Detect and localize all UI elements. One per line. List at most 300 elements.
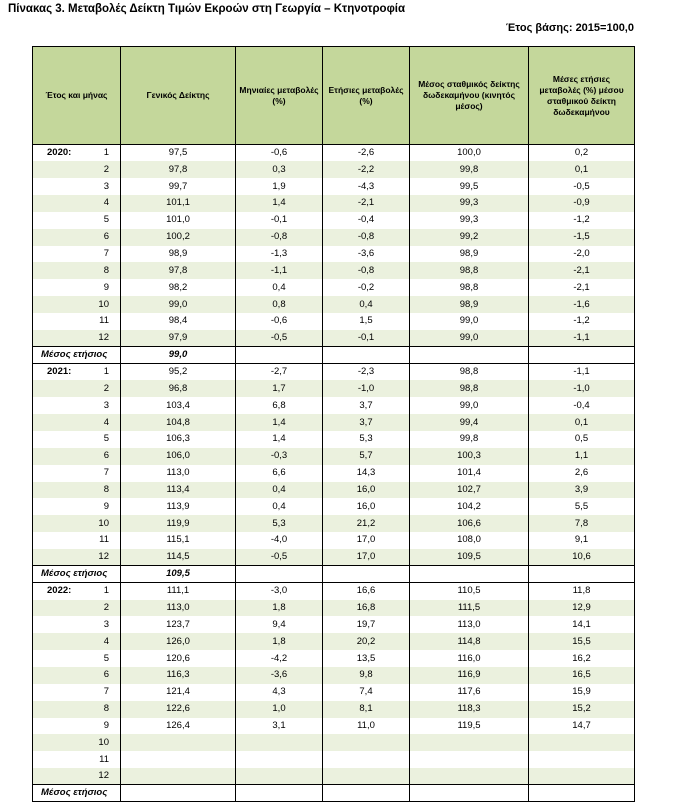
monthly-change-cell: -4,0 xyxy=(236,532,323,549)
monthly-change-cell: -0,1 xyxy=(236,212,323,229)
monthly-change-cell: 6,8 xyxy=(236,397,323,414)
month-label: 1 xyxy=(103,366,109,378)
average-annual-change-cell: 15,9 xyxy=(529,684,635,701)
annual-change-cell: -2,3 xyxy=(323,364,410,381)
table-row xyxy=(33,380,635,397)
general-index-cell xyxy=(121,734,236,751)
base-year-note: Έτος βάσης: 2015=100,0 xyxy=(505,22,634,34)
table-row xyxy=(33,751,635,768)
year-month-cell xyxy=(33,279,121,296)
average-annual-change-cell: -0,9 xyxy=(529,195,635,212)
general-index-cell: 97,8 xyxy=(121,161,236,178)
table-row xyxy=(33,583,635,600)
year-month-cell xyxy=(33,145,121,162)
year-month-cell xyxy=(33,684,121,701)
average-annual-change-cell: -1,1 xyxy=(529,364,635,381)
moving-average-cell: 99,5 xyxy=(410,178,529,195)
year-label: 2022: xyxy=(47,585,72,597)
month-label: 5 xyxy=(103,214,109,226)
month-label: 4 xyxy=(103,197,109,209)
month-label: 4 xyxy=(103,635,109,647)
annual-change-cell: 1,5 xyxy=(323,313,410,330)
year-month-cell xyxy=(33,397,121,414)
annual-change-cell: -2,2 xyxy=(323,161,410,178)
empty-cell xyxy=(236,566,323,583)
general-index-cell: 113,0 xyxy=(121,600,236,617)
moving-average-cell: 106,6 xyxy=(410,515,529,532)
annual-change-cell: 5,7 xyxy=(323,448,410,465)
year-month-cell xyxy=(33,296,121,313)
general-index-cell: 95,2 xyxy=(121,364,236,381)
average-annual-change-cell: 0,5 xyxy=(529,431,635,448)
general-index-cell: 101,0 xyxy=(121,212,236,229)
moving-average-cell: 100,0 xyxy=(410,145,529,162)
year-month-cell xyxy=(33,633,121,650)
monthly-change-cell: 3,1 xyxy=(236,718,323,735)
moving-average-cell: 101,4 xyxy=(410,465,529,482)
year-month-cell xyxy=(33,212,121,229)
average-annual-change-cell: 2,6 xyxy=(529,465,635,482)
table-row xyxy=(33,684,635,701)
empty-cell xyxy=(410,347,529,364)
annual-change-cell: -3,6 xyxy=(323,246,410,263)
general-index-cell: 97,5 xyxy=(121,145,236,162)
moving-average-cell: 119,5 xyxy=(410,718,529,735)
table-row xyxy=(33,178,635,195)
monthly-change-cell: 1,8 xyxy=(236,633,323,650)
monthly-change-cell: -0,5 xyxy=(236,549,323,566)
annual-average-row xyxy=(33,785,635,802)
average-annual-change-cell xyxy=(529,734,635,751)
moving-average-cell: 99,0 xyxy=(410,330,529,347)
moving-average-cell: 110,5 xyxy=(410,583,529,600)
general-index-cell: 122,6 xyxy=(121,701,236,718)
annual-change-cell: 19,7 xyxy=(323,616,410,633)
general-index-cell xyxy=(121,751,236,768)
empty-cell xyxy=(529,347,635,364)
monthly-change-cell: 1,4 xyxy=(236,195,323,212)
annual-average-value xyxy=(121,785,236,802)
year-month-cell xyxy=(33,380,121,397)
average-annual-change-cell: 16,5 xyxy=(529,667,635,684)
average-annual-change-cell: 0,1 xyxy=(529,161,635,178)
average-annual-change-cell: -2,0 xyxy=(529,246,635,263)
average-annual-change-cell: -1,2 xyxy=(529,313,635,330)
monthly-change-cell: 1,8 xyxy=(236,600,323,617)
average-annual-change-cell: -0,4 xyxy=(529,397,635,414)
annual-average-label: Μέσος ετήσιος xyxy=(33,347,121,364)
annual-change-cell: 0,4 xyxy=(323,296,410,313)
general-index-cell: 121,4 xyxy=(121,684,236,701)
average-annual-change-cell: 0,1 xyxy=(529,414,635,431)
moving-average-cell: 98,8 xyxy=(410,262,529,279)
month-label: 6 xyxy=(103,231,109,243)
average-annual-change-cell: 7,8 xyxy=(529,515,635,532)
monthly-change-cell: 6,6 xyxy=(236,465,323,482)
annual-average-value: 99,0 xyxy=(121,347,236,364)
year-month-cell xyxy=(33,718,121,735)
month-label: 6 xyxy=(103,669,109,681)
table-row xyxy=(33,498,635,515)
average-annual-change-cell: 5,5 xyxy=(529,498,635,515)
monthly-change-cell: -0,6 xyxy=(236,313,323,330)
annual-average-label: Μέσος ετήσιος xyxy=(33,566,121,583)
annual-average-value: 109,5 xyxy=(121,566,236,583)
annual-change-cell: 17,0 xyxy=(323,532,410,549)
moving-average-cell: 99,8 xyxy=(410,161,529,178)
empty-cell xyxy=(323,347,410,364)
month-label: 1 xyxy=(103,585,109,597)
general-index-cell xyxy=(121,768,236,785)
header-year-month: Έτος και μήνας xyxy=(33,47,121,145)
table-row xyxy=(33,296,635,313)
average-annual-change-cell: 9,1 xyxy=(529,532,635,549)
table-row xyxy=(33,330,635,347)
year-month-cell xyxy=(33,229,121,246)
annual-change-cell: 16,0 xyxy=(323,482,410,499)
empty-cell xyxy=(236,347,323,364)
average-annual-change-cell: 10,6 xyxy=(529,549,635,566)
general-index-cell: 113,4 xyxy=(121,482,236,499)
empty-cell xyxy=(529,566,635,583)
year-month-cell xyxy=(33,768,121,785)
table-row xyxy=(33,667,635,684)
average-annual-change-cell: 1,1 xyxy=(529,448,635,465)
month-label: 8 xyxy=(103,264,109,276)
general-index-cell: 100,2 xyxy=(121,229,236,246)
header-moving-average: Μέσος σταθμικός δείκτης δωδεκαμήνου (κινητός μέσος) xyxy=(410,47,529,145)
month-label: 10 xyxy=(98,736,109,748)
year-month-cell xyxy=(33,465,121,482)
general-index-cell: 116,3 xyxy=(121,667,236,684)
annual-change-cell: -0,1 xyxy=(323,330,410,347)
table-row xyxy=(33,414,635,431)
general-index-cell: 98,9 xyxy=(121,246,236,263)
month-label: 2 xyxy=(103,163,109,175)
table-row xyxy=(33,246,635,263)
annual-change-cell: 20,2 xyxy=(323,633,410,650)
price-index-table xyxy=(32,46,635,802)
month-label: 9 xyxy=(103,500,109,512)
general-index-cell: 98,2 xyxy=(121,279,236,296)
year-month-cell xyxy=(33,448,121,465)
month-label: 7 xyxy=(103,247,109,259)
year-month-cell xyxy=(33,549,121,566)
annual-change-cell xyxy=(323,768,410,785)
monthly-change-cell xyxy=(236,734,323,751)
monthly-change-cell: -0,8 xyxy=(236,229,323,246)
month-label: 8 xyxy=(103,703,109,715)
year-month-cell xyxy=(33,431,121,448)
general-index-cell: 123,7 xyxy=(121,616,236,633)
moving-average-cell: 116,9 xyxy=(410,667,529,684)
table-row xyxy=(33,279,635,296)
moving-average-cell: 99,3 xyxy=(410,195,529,212)
table-body xyxy=(33,145,635,802)
moving-average-cell: 108,0 xyxy=(410,532,529,549)
year-label: 2021: xyxy=(47,366,72,378)
year-label: 2020: xyxy=(47,147,72,159)
year-month-cell xyxy=(33,515,121,532)
annual-change-cell: 13,5 xyxy=(323,650,410,667)
year-month-cell xyxy=(33,583,121,600)
table-row xyxy=(33,650,635,667)
monthly-change-cell: 1,7 xyxy=(236,380,323,397)
table-row xyxy=(33,364,635,381)
monthly-change-cell: -3,0 xyxy=(236,583,323,600)
month-label: 4 xyxy=(103,416,109,428)
monthly-change-cell xyxy=(236,768,323,785)
annual-change-cell: 14,3 xyxy=(323,465,410,482)
header-monthly-change: Μηνιαίες μεταβολές (%) xyxy=(236,47,323,145)
moving-average-cell: 98,8 xyxy=(410,279,529,296)
monthly-change-cell: -0,3 xyxy=(236,448,323,465)
average-annual-change-cell: -1,0 xyxy=(529,380,635,397)
general-index-cell: 96,8 xyxy=(121,380,236,397)
average-annual-change-cell: 12,9 xyxy=(529,600,635,617)
header-annual-change: Ετήσιες μεταβολές (%) xyxy=(323,47,410,145)
month-label: 6 xyxy=(103,450,109,462)
table-row xyxy=(33,768,635,785)
moving-average-cell: 98,9 xyxy=(410,246,529,263)
month-label: 2 xyxy=(103,382,109,394)
monthly-change-cell: 0,8 xyxy=(236,296,323,313)
table-row xyxy=(33,532,635,549)
table-title: Πίνακας 3. Μεταβολές Δείκτη Τιμών Εκροών στη Γεωργία – Κτηνοτροφία xyxy=(8,3,406,15)
moving-average-cell: 102,7 xyxy=(410,482,529,499)
empty-cell xyxy=(410,785,529,802)
month-label: 1 xyxy=(103,147,109,159)
annual-change-cell: -0,8 xyxy=(323,262,410,279)
month-label: 11 xyxy=(99,315,109,327)
general-index-cell: 103,4 xyxy=(121,397,236,414)
table-row xyxy=(33,397,635,414)
monthly-change-cell: 5,3 xyxy=(236,515,323,532)
average-annual-change-cell: 15,2 xyxy=(529,701,635,718)
year-month-cell xyxy=(33,600,121,617)
table-row xyxy=(33,145,635,162)
month-label: 11 xyxy=(99,534,109,546)
annual-change-cell: -4,3 xyxy=(323,178,410,195)
average-annual-change-cell: -2,1 xyxy=(529,262,635,279)
year-month-cell xyxy=(33,667,121,684)
table-row xyxy=(33,448,635,465)
table-row xyxy=(33,161,635,178)
monthly-change-cell: 0,3 xyxy=(236,161,323,178)
monthly-change-cell: -4,2 xyxy=(236,650,323,667)
month-label: 9 xyxy=(103,719,109,731)
table-row xyxy=(33,482,635,499)
year-month-cell xyxy=(33,532,121,549)
moving-average-cell xyxy=(410,768,529,785)
annual-average-label: Μέσος ετήσιος xyxy=(33,785,121,802)
monthly-change-cell: -0,5 xyxy=(236,330,323,347)
monthly-change-cell: 1,9 xyxy=(236,178,323,195)
general-index-cell: 115,1 xyxy=(121,532,236,549)
moving-average-cell: 98,9 xyxy=(410,296,529,313)
month-label: 3 xyxy=(103,618,109,630)
month-label: 3 xyxy=(103,399,109,411)
table-row xyxy=(33,616,635,633)
annual-change-cell: -0,2 xyxy=(323,279,410,296)
annual-change-cell: 16,8 xyxy=(323,600,410,617)
annual-change-cell xyxy=(323,751,410,768)
annual-change-cell: -0,4 xyxy=(323,212,410,229)
general-index-cell: 126,0 xyxy=(121,633,236,650)
moving-average-cell xyxy=(410,751,529,768)
monthly-change-cell: 0,4 xyxy=(236,482,323,499)
table-row xyxy=(33,262,635,279)
month-label: 11 xyxy=(99,753,109,765)
moving-average-cell: 99,4 xyxy=(410,414,529,431)
monthly-change-cell: -1,3 xyxy=(236,246,323,263)
table-row xyxy=(33,600,635,617)
table-row xyxy=(33,633,635,650)
annual-change-cell: -2,1 xyxy=(323,195,410,212)
annual-change-cell: 16,6 xyxy=(323,583,410,600)
header-average-annual-change: Μέσες ετήσιες μεταβολές (%) μέσου σταθμικού δείκτη δωδεκαμήνου xyxy=(529,47,635,145)
average-annual-change-cell: 11,8 xyxy=(529,583,635,600)
moving-average-cell: 98,8 xyxy=(410,364,529,381)
annual-change-cell: -1,0 xyxy=(323,380,410,397)
year-month-cell xyxy=(33,734,121,751)
year-month-cell xyxy=(33,330,121,347)
annual-change-cell: 9,8 xyxy=(323,667,410,684)
annual-change-cell: 16,0 xyxy=(323,498,410,515)
general-index-cell: 126,4 xyxy=(121,718,236,735)
general-index-cell: 106,3 xyxy=(121,431,236,448)
moving-average-cell: 104,2 xyxy=(410,498,529,515)
average-annual-change-cell: -1,1 xyxy=(529,330,635,347)
average-annual-change-cell xyxy=(529,768,635,785)
moving-average-cell: 99,0 xyxy=(410,397,529,414)
general-index-cell: 97,9 xyxy=(121,330,236,347)
header-row xyxy=(33,47,635,145)
average-annual-change-cell: -2,1 xyxy=(529,279,635,296)
moving-average-cell: 109,5 xyxy=(410,549,529,566)
empty-cell xyxy=(323,566,410,583)
annual-change-cell: 3,7 xyxy=(323,397,410,414)
year-month-cell xyxy=(33,364,121,381)
month-label: 9 xyxy=(103,281,109,293)
monthly-change-cell: -3,6 xyxy=(236,667,323,684)
table-row xyxy=(33,549,635,566)
month-label: 10 xyxy=(98,298,109,310)
moving-average-cell: 117,6 xyxy=(410,684,529,701)
year-month-cell xyxy=(33,262,121,279)
empty-cell xyxy=(236,785,323,802)
general-index-cell: 119,9 xyxy=(121,515,236,532)
monthly-change-cell: 9,4 xyxy=(236,616,323,633)
general-index-cell: 104,8 xyxy=(121,414,236,431)
moving-average-cell: 118,3 xyxy=(410,701,529,718)
table-row xyxy=(33,701,635,718)
empty-cell xyxy=(323,785,410,802)
month-label: 2 xyxy=(103,602,109,614)
year-month-cell xyxy=(33,246,121,263)
month-label: 10 xyxy=(98,517,109,529)
month-label: 12 xyxy=(98,770,109,782)
header-general-index: Γενικός Δείκτης xyxy=(121,47,236,145)
year-month-cell xyxy=(33,414,121,431)
month-label: 7 xyxy=(103,467,109,479)
table-row xyxy=(33,212,635,229)
annual-change-cell: -0,8 xyxy=(323,229,410,246)
moving-average-cell: 114,8 xyxy=(410,633,529,650)
annual-change-cell: 7,4 xyxy=(323,684,410,701)
general-index-cell: 97,8 xyxy=(121,262,236,279)
monthly-change-cell: -2,7 xyxy=(236,364,323,381)
year-month-cell xyxy=(33,482,121,499)
general-index-cell: 111,1 xyxy=(121,583,236,600)
average-annual-change-cell: 0,2 xyxy=(529,145,635,162)
monthly-change-cell: 4,3 xyxy=(236,684,323,701)
moving-average-cell: 99,0 xyxy=(410,313,529,330)
annual-change-cell: 3,7 xyxy=(323,414,410,431)
annual-change-cell: 21,2 xyxy=(323,515,410,532)
month-label: 3 xyxy=(103,180,109,192)
year-month-cell xyxy=(33,178,121,195)
month-label: 12 xyxy=(98,551,109,563)
month-label: 12 xyxy=(98,331,109,343)
average-annual-change-cell: 16,2 xyxy=(529,650,635,667)
annual-change-cell: 5,3 xyxy=(323,431,410,448)
moving-average-cell: 116,0 xyxy=(410,650,529,667)
month-label: 7 xyxy=(103,686,109,698)
average-annual-change-cell: 14,1 xyxy=(529,616,635,633)
month-label: 5 xyxy=(103,433,109,445)
annual-change-cell: 8,1 xyxy=(323,701,410,718)
year-month-cell xyxy=(33,751,121,768)
annual-change-cell: 17,0 xyxy=(323,549,410,566)
general-index-cell: 113,0 xyxy=(121,465,236,482)
average-annual-change-cell: -0,5 xyxy=(529,178,635,195)
monthly-change-cell xyxy=(236,751,323,768)
year-month-cell xyxy=(33,701,121,718)
table-row xyxy=(33,195,635,212)
monthly-change-cell: 1,4 xyxy=(236,414,323,431)
month-label: 8 xyxy=(103,483,109,495)
monthly-change-cell: 0,4 xyxy=(236,498,323,515)
average-annual-change-cell: 15,5 xyxy=(529,633,635,650)
year-month-cell xyxy=(33,313,121,330)
average-annual-change-cell: 14,7 xyxy=(529,718,635,735)
annual-change-cell: -2,6 xyxy=(323,145,410,162)
year-month-cell xyxy=(33,650,121,667)
table-row xyxy=(33,718,635,735)
empty-cell xyxy=(529,785,635,802)
average-annual-change-cell: 3,9 xyxy=(529,482,635,499)
general-index-cell: 101,1 xyxy=(121,195,236,212)
empty-cell xyxy=(410,566,529,583)
monthly-change-cell: 1,0 xyxy=(236,701,323,718)
monthly-change-cell: 1,4 xyxy=(236,431,323,448)
annual-average-row xyxy=(33,566,635,583)
moving-average-cell: 99,3 xyxy=(410,212,529,229)
year-month-cell xyxy=(33,498,121,515)
moving-average-cell: 98,8 xyxy=(410,380,529,397)
year-month-cell xyxy=(33,161,121,178)
monthly-change-cell: -1,1 xyxy=(236,262,323,279)
table-row xyxy=(33,515,635,532)
month-label: 5 xyxy=(103,652,109,664)
moving-average-cell xyxy=(410,734,529,751)
year-month-cell xyxy=(33,616,121,633)
monthly-change-cell: 0,4 xyxy=(236,279,323,296)
average-annual-change-cell: -1,2 xyxy=(529,212,635,229)
average-annual-change-cell: -1,6 xyxy=(529,296,635,313)
average-annual-change-cell xyxy=(529,751,635,768)
